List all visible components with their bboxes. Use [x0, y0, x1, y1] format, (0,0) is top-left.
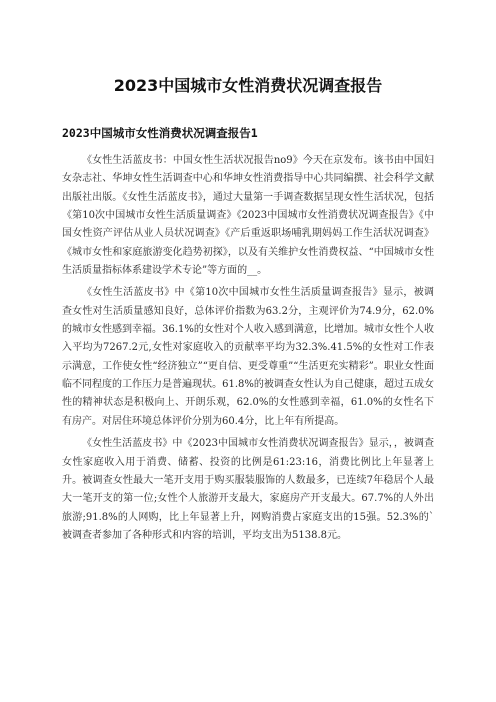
section-heading: 2023中国城市女性消费状况调查报告1 — [62, 126, 258, 140]
paragraph: 《女性生活蓝皮书：中国女性生活状况报告no9》今天在京发布。该书由中国妇女杂志社、华坤女性生活调查中心和华坤女性消费指导中心共同编撰、社会科学文献出版社出版。《女性生活蓝皮书》，通过大量第一手调查数据呈现女性生活状况，包括《第10次中国城市女性生活质量调查》《2023中国城市女性消费状况调查报告》《中国女性资产评估从业人员状况调查》《产后重返职场哺乳期妈妈工作生活状况调查》《城市女性和家庭旅游变化趋势初探》，以及有关维护女性消费权益、“中国城市女性生活质量指标体系建设学术专论”等方面的__。 — [62, 155, 434, 277]
document-body — [62, 152, 434, 549]
page-title: 2023中国城市女性消费状况调查报告 — [113, 76, 383, 95]
paragraph: 《女性生活蓝皮书》中《第10次中国城市女性生活质量调查报告》显示，被调查女性对生活质量感知良好，总体评价指数为63.2分，主观评价为74.9分，62.0%的城市女性感到幸福。36.1%的女性对个人收入感到满意，比增加。城市女性个人收入平均为7267.2元,女性对家庭收入的贡献率平均为32.3%.41.5%的女性对工作表示满意，工作使女性“经济独立”“更自信、更受尊重”“生活更充实精彩”。职业女性面临不同程度的工作压力是普遍现状。61.8%的被调查女性认为自己健康，超过五成女性的精神状态是积极向上、开朗乐观，62.0%的女性感到幸福，61.0%的女性名下有房产。对居住环境总体评价分别为60.4分，比上年有所提高。 — [62, 287, 434, 427]
paragraph: 《女性生活蓝皮书》中《2023中国城市女性消费状况调查报告》显示，，被调查女性家庭收入用于消费、储蓄、投资的比例是61:23:16，消费比例比上年显著上升。被调查女性最大一笔开支用于购买服装服饰的人数最多，已连续7年稳居个人最大一笔开支的第一位;女性个人旅游开支最大，家庭房产开支最大。67.7%的人外出旅游;91.8%的人网购，比上年显著上升，网购消费占家庭支出的15强。52.3%的`被调查者参加了各种形式和内容的培训，平均支出为5138.8元。 — [62, 438, 434, 541]
